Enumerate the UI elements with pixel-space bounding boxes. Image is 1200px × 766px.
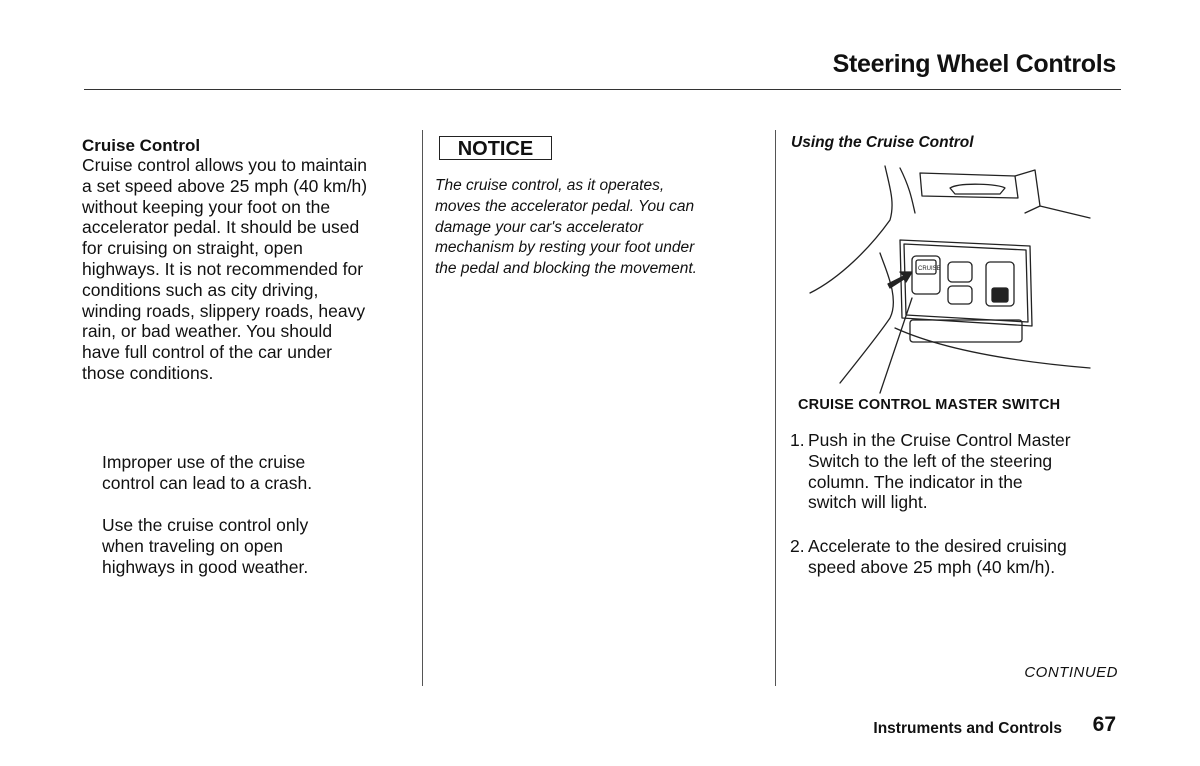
page-title: Steering Wheel Controls [832,50,1116,78]
section-heading: Cruise Control [82,136,201,155]
step-text: Accelerate to the desired cruising speed above 25 mph (40 km/h). [808,536,1067,577]
column-divider-left [422,130,423,686]
step-number: 1. [790,430,805,450]
figure-caption: Using the Cruise Control [791,134,974,151]
svg-text:CRUISE: CRUISE [918,266,941,272]
continued-marker: CONTINUED [1024,664,1118,681]
switch-panel [900,240,1032,326]
cruise-control-description: Cruise control allows you to maintain a set speed above 25 mph (40 km/h) without keeping your foot on the accelerator pedal. It should be used for cruising on straight, open highways. It is not recommended for conditions such as city driving, winding roads, slippery roads, heavy rain, or bad weather. You should have full control of the car under those conditions. [82,155,368,383]
column-divider-right [775,130,776,686]
page-number: 67 [1092,713,1116,736]
notice-label: NOTICE [439,136,552,160]
header-divider [84,89,1121,90]
instruction-step-1 [790,430,1120,513]
step-text: Push in the Cruise Control Master Switch to the left of the steering column. The indicator in the switch will light. [808,430,1071,513]
notice-text: The cruise control, as it operates, moves the accelerator pedal. You can damage your car's accelerator mechanism by resting your foot under the pedal and blocking the movement. [435,177,697,278]
figure-label: CRUISE CONTROL MASTER SWITCH [798,397,1061,413]
footer-section-title: Instruments and Controls [873,720,1062,737]
step-number: 2. [790,536,805,556]
dashboard-outline [810,166,892,293]
warning-text-1: Improper use of the cruise control can lead to a crash. [102,452,313,493]
pointer-arrow [888,272,912,288]
instruction-step-2 [790,536,1120,578]
cruise-switch-illustration [800,158,1100,398]
warning-text-2: Use the cruise control only when traveling on open highways in good weather. [102,515,309,577]
